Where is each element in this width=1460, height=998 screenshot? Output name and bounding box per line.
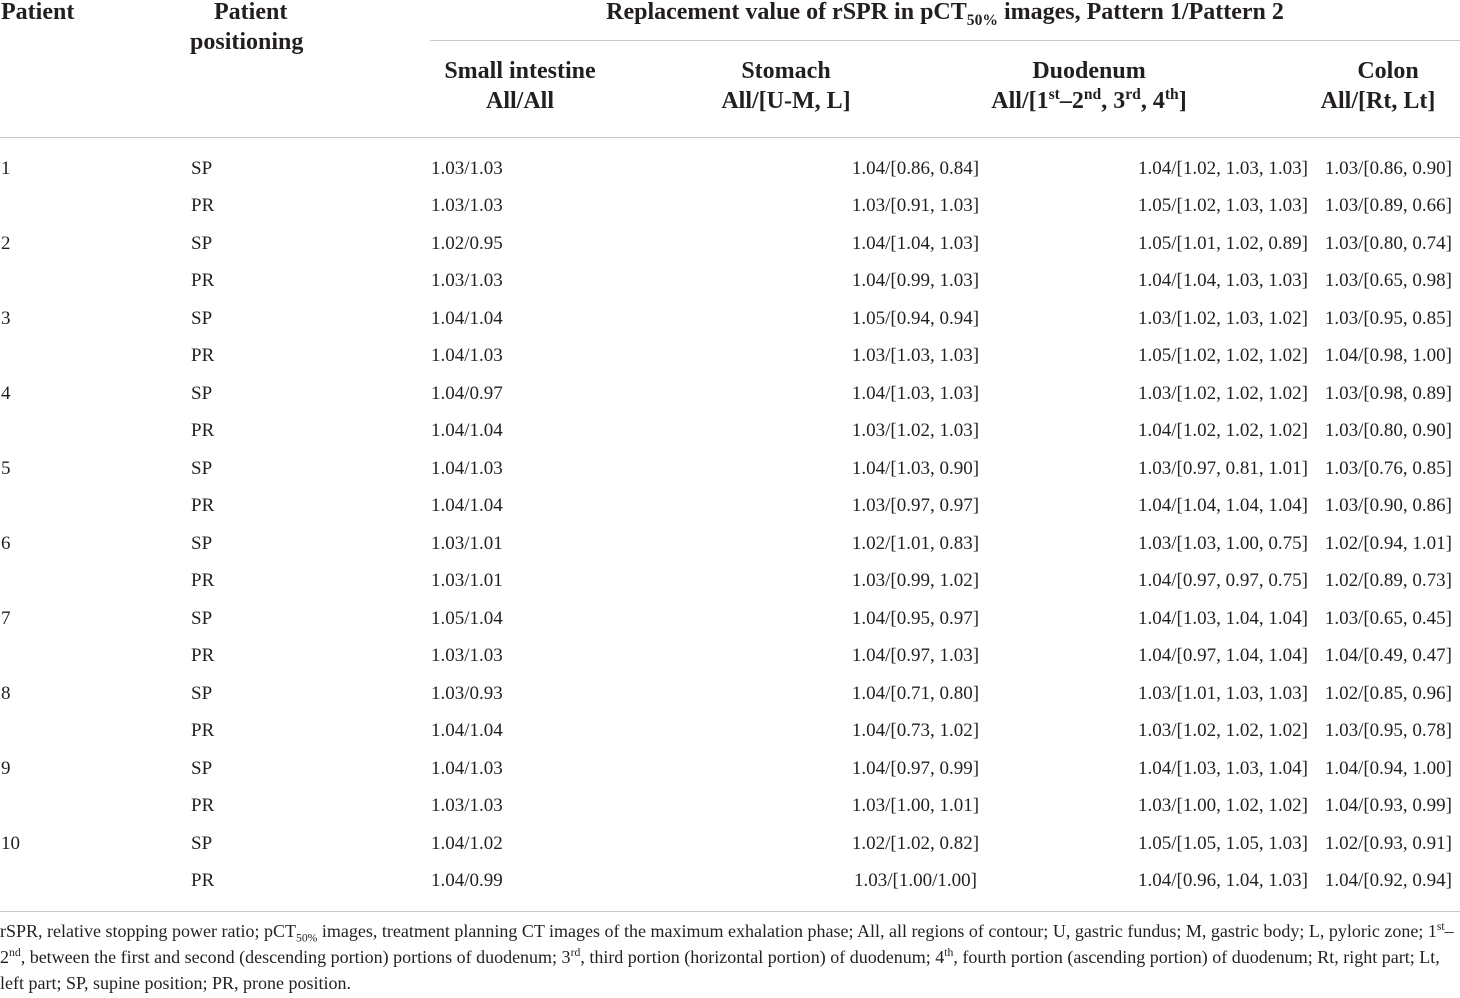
cell-positioning: SP (191, 682, 213, 704)
cell-small-intestine: 1.03/0.93 (431, 682, 503, 704)
cell-small-intestine: 1.04/1.03 (431, 757, 503, 779)
cell-patient (0, 488, 191, 526)
cell-positioning: SP (191, 607, 213, 629)
cell-small-intestine: 1.04/1.02 (431, 832, 503, 854)
header-patient: Patient (1, 0, 75, 25)
cell-duodenum: 1.04/[0.97, 0.97, 0.75] (1138, 570, 1308, 592)
cell-stomach: 1.03/[0.91, 1.03] (851, 195, 980, 217)
cell-small-intestine: 1.04/0.97 (431, 382, 503, 404)
cell-stomach: 1.04/[1.03, 1.03] (851, 382, 980, 404)
cell-small-intestine: 1.03/1.03 (431, 270, 503, 292)
table-row (0, 300, 1460, 338)
cell-patient (0, 863, 191, 901)
footnote: rSPR, relative stopping power ratio; pCT$_{50\%}$ images, treatment planning CT images of the maximum exhalation phase; All, all regions of contour; U, gastric fundus; M, gastric body; L, pyloric zone; 1st–2nd, between the first and second (descending portion) portions of duodenum; 3rd, third portion (horizontal portion) of duodenum; 4th, fourth portion (ascending portion) of duodenum; Rt, right part; Lt, left part; SP, supine position; PR, prone position. (0, 920, 1454, 993)
cell-duodenum: 1.03/[1.03, 1.00, 0.75] (1138, 532, 1308, 554)
cell-positioning: SP (191, 832, 213, 854)
cell-positioning: PR (191, 720, 215, 742)
cell-duodenum: 1.04/[1.04, 1.04, 1.04] (1138, 495, 1308, 517)
cell-positioning: SP (191, 232, 213, 254)
cell-small-intestine: 1.04/1.04 (431, 720, 503, 742)
cell-patient (0, 713, 191, 751)
cell-patient: 3 (1, 307, 11, 329)
cell-positioning: PR (191, 570, 215, 592)
cell-positioning: PR (191, 645, 215, 667)
cell-small-intestine: 1.04/1.04 (431, 307, 503, 329)
cell-colon: 1.02/[0.94, 1.01] (1324, 532, 1452, 554)
cell-colon: 1.03/[0.95, 0.85] (1324, 307, 1452, 329)
cell-small-intestine: 1.03/1.01 (431, 570, 503, 592)
table-row (0, 263, 1460, 301)
cell-stomach: 1.03/[0.99, 1.02] (851, 570, 980, 592)
cell-duodenum: 1.03/[0.97, 0.81, 1.01] (1138, 457, 1308, 479)
table-row (0, 713, 1460, 751)
cell-patient (0, 563, 191, 601)
cell-duodenum: 1.05/[1.02, 1.03, 1.03] (1138, 195, 1308, 217)
cell-duodenum: 1.03/[1.02, 1.03, 1.02] (1138, 307, 1308, 329)
cell-duodenum: 1.05/[1.02, 1.02, 1.02] (1138, 345, 1308, 367)
table-row (0, 150, 1460, 188)
table-row (0, 563, 1460, 601)
cell-duodenum: 1.04/[1.02, 1.02, 1.02] (1138, 420, 1308, 442)
cell-colon: 1.03/[0.95, 0.78] (1324, 720, 1452, 742)
cell-patient: 1 (1, 157, 11, 179)
cell-small-intestine: 1.03/1.01 (431, 532, 503, 554)
cell-stomach: 1.03/[1.00/1.00] (854, 870, 977, 892)
table-row (0, 338, 1460, 376)
table-row (0, 488, 1460, 526)
cell-small-intestine: 1.03/1.03 (431, 195, 503, 217)
header-group-rule (430, 40, 1460, 41)
header-stomach: Stomach All/[U-M, L] (721, 58, 851, 114)
header-positioning-line1: Patient (214, 0, 288, 25)
cell-patient: 4 (1, 382, 11, 404)
cell-small-intestine: 1.04/0.99 (431, 870, 503, 892)
cell-colon: 1.03/[0.86, 0.90] (1324, 157, 1452, 179)
cell-small-intestine: 1.04/1.03 (431, 345, 503, 367)
table-row (0, 188, 1460, 226)
cell-positioning: SP (191, 307, 213, 329)
header-group-title: Replacement value of rSPR in pCT$_{50\%}$ images, Pattern 1/Pattern 2 (606, 0, 1284, 29)
cell-duodenum: 1.05/[1.01, 1.02, 0.89] (1138, 232, 1308, 254)
cell-stomach: 1.03/[1.00, 1.01] (851, 795, 980, 817)
cell-small-intestine: 1.03/1.03 (431, 157, 503, 179)
header-positioning-line2: positioning (190, 29, 304, 55)
cell-stomach: 1.03/[0.97, 0.97] (851, 495, 980, 517)
cell-positioning: SP (191, 457, 213, 479)
table-row (0, 413, 1460, 451)
cell-duodenum: 1.04/[1.02, 1.03, 1.03] (1138, 157, 1308, 179)
cell-colon: 1.03/[0.80, 0.90] (1324, 420, 1452, 442)
cell-small-intestine: 1.03/1.03 (431, 645, 503, 667)
cell-patient: 5 (1, 457, 11, 479)
cell-patient (0, 338, 191, 376)
cell-stomach: 1.04/[0.73, 1.02] (851, 720, 980, 742)
cell-patient (0, 638, 191, 676)
header-colon: Colon All/[Rt, Lt] (1320, 58, 1436, 114)
cell-stomach: 1.04/[1.03, 0.90] (851, 457, 980, 479)
cell-positioning: SP (191, 157, 213, 179)
cell-stomach: 1.04/[1.04, 1.03] (851, 232, 980, 254)
cell-positioning: SP (191, 757, 213, 779)
header-duodenum: Duodenum All/[1st–2nd, 3rd, 4th] (991, 58, 1187, 114)
cell-duodenum: 1.04/[1.03, 1.04, 1.04] (1138, 607, 1308, 629)
cell-stomach: 1.04/[0.71, 0.80] (851, 682, 980, 704)
cell-patient: 9 (1, 757, 11, 779)
cell-stomach: 1.03/[1.02, 1.03] (851, 420, 980, 442)
cell-colon: 1.03/[0.98, 0.89] (1324, 382, 1452, 404)
cell-duodenum: 1.03/[1.02, 1.02, 1.02] (1138, 720, 1308, 742)
table-row (0, 225, 1460, 263)
header-bottom-rule (0, 137, 1460, 138)
cell-stomach: 1.04/[0.95, 0.97] (851, 607, 980, 629)
table-row (0, 788, 1460, 826)
cell-patient (0, 188, 191, 226)
cell-patient: 8 (1, 682, 11, 704)
table-row (0, 825, 1460, 863)
cell-colon: 1.04/[0.93, 0.99] (1324, 795, 1452, 817)
cell-duodenum: 1.04/[1.03, 1.03, 1.04] (1138, 757, 1308, 779)
cell-colon: 1.02/[0.85, 0.96] (1324, 682, 1452, 704)
data-table-body (0, 150, 1460, 900)
cell-patient (0, 263, 191, 301)
cell-duodenum: 1.03/[1.02, 1.02, 1.02] (1138, 382, 1308, 404)
cell-colon: 1.02/[0.93, 0.91] (1324, 832, 1452, 854)
cell-stomach: 1.05/[0.94, 0.94] (851, 307, 980, 329)
cell-duodenum: 1.05/[1.05, 1.05, 1.03] (1138, 832, 1308, 854)
cell-patient (0, 788, 191, 826)
cell-colon: 1.04/[0.92, 0.94] (1324, 870, 1452, 892)
cell-patient: 7 (1, 607, 11, 629)
cell-duodenum: 1.03/[1.01, 1.03, 1.03] (1138, 682, 1308, 704)
cell-patient: 6 (1, 532, 11, 554)
cell-small-intestine: 1.04/1.03 (431, 457, 503, 479)
cell-colon: 1.03/[0.89, 0.66] (1324, 195, 1452, 217)
cell-stomach: 1.02/[1.02, 0.82] (851, 832, 980, 854)
cell-duodenum: 1.04/[0.97, 1.04, 1.04] (1138, 645, 1308, 667)
cell-positioning: PR (191, 195, 215, 217)
cell-colon: 1.03/[0.90, 0.86] (1324, 495, 1452, 517)
header-small-intestine: Small intestine All/All (444, 58, 596, 114)
cell-colon: 1.03/[0.80, 0.74] (1324, 232, 1452, 254)
cell-positioning: SP (191, 532, 213, 554)
cell-positioning: SP (191, 382, 213, 404)
cell-positioning: PR (191, 270, 215, 292)
table-bottom-rule (0, 911, 1460, 912)
cell-small-intestine: 1.03/1.03 (431, 795, 503, 817)
cell-stomach: 1.03/[1.03, 1.03] (851, 345, 980, 367)
cell-duodenum: 1.03/[1.00, 1.02, 1.02] (1138, 795, 1308, 817)
cell-patient (0, 413, 191, 451)
cell-patient: 10 (1, 832, 20, 854)
cell-stomach: 1.04/[0.86, 0.84] (851, 157, 980, 179)
table-row (0, 525, 1460, 563)
cell-stomach: 1.04/[0.99, 1.03] (851, 270, 980, 292)
cell-small-intestine: 1.04/1.04 (431, 420, 503, 442)
cell-positioning: PR (191, 420, 215, 442)
cell-duodenum: 1.04/[1.04, 1.03, 1.03] (1138, 270, 1308, 292)
table-row (0, 863, 1460, 901)
table-row (0, 375, 1460, 413)
table-row (0, 750, 1460, 788)
cell-patient: 2 (1, 232, 11, 254)
table-row (0, 675, 1460, 713)
cell-stomach: 1.04/[0.97, 0.99] (851, 757, 980, 779)
cell-stomach: 1.04/[0.97, 1.03] (851, 645, 980, 667)
cell-colon: 1.04/[0.98, 1.00] (1324, 345, 1452, 367)
cell-colon: 1.02/[0.89, 0.73] (1324, 570, 1452, 592)
header-positioning (190, 0, 303, 57)
table-row (0, 638, 1460, 676)
cell-small-intestine: 1.04/1.04 (431, 495, 503, 517)
cell-positioning: PR (191, 345, 215, 367)
table-row (0, 600, 1460, 638)
cell-colon: 1.03/[0.65, 0.98] (1324, 270, 1452, 292)
cell-colon: 1.03/[0.65, 0.45] (1324, 607, 1452, 629)
cell-colon: 1.04/[0.49, 0.47] (1324, 645, 1452, 667)
cell-positioning: PR (191, 795, 215, 817)
data-table (0, 150, 1460, 900)
cell-duodenum: 1.04/[0.96, 1.04, 1.03] (1138, 870, 1308, 892)
cell-small-intestine: 1.05/1.04 (431, 607, 503, 629)
cell-stomach: 1.02/[1.01, 0.83] (851, 532, 980, 554)
cell-small-intestine: 1.02/0.95 (431, 232, 503, 254)
table-row (0, 450, 1460, 488)
cell-colon: 1.04/[0.94, 1.00] (1324, 757, 1452, 779)
cell-positioning: PR (191, 495, 215, 517)
cell-positioning: PR (191, 870, 215, 892)
cell-colon: 1.03/[0.76, 0.85] (1324, 457, 1452, 479)
